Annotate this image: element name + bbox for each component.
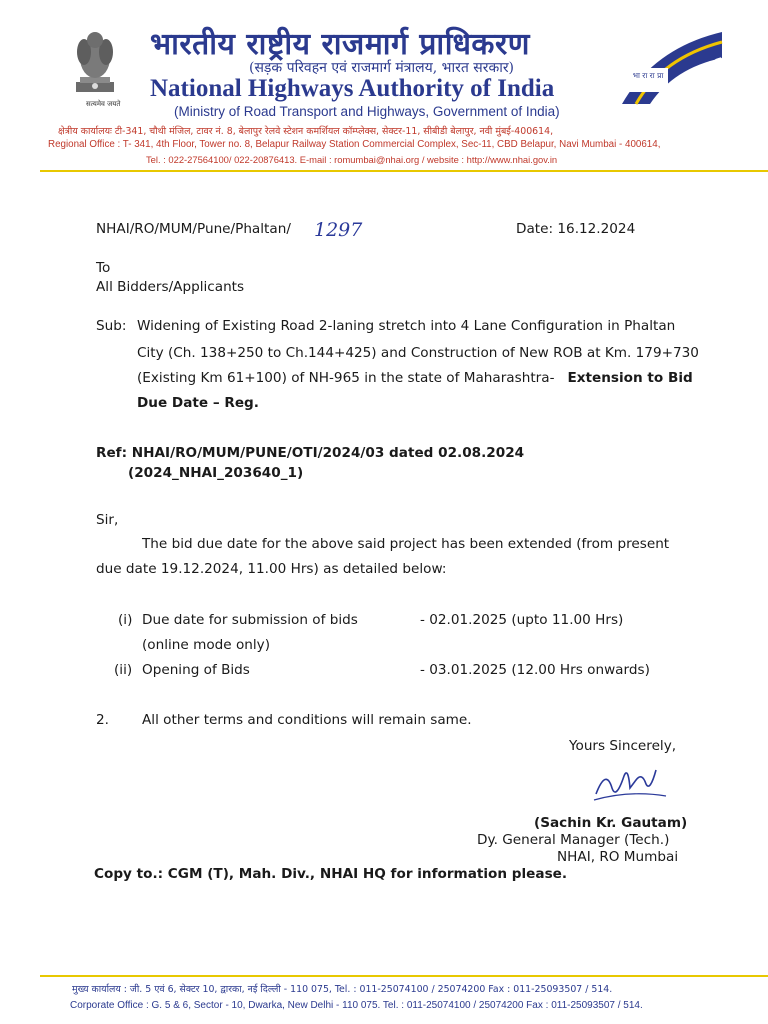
- paragraph-line-1: The bid due date for the above said project has been extended (from present: [142, 536, 670, 552]
- emblem-caption: सत्यमेव जयते: [86, 100, 121, 108]
- item-1-label: Due date for submission of bids: [142, 612, 358, 628]
- national-emblem: [70, 22, 120, 102]
- signatory-office: NHAI, RO Mumbai: [557, 849, 679, 865]
- signatory-name: (Sachin Kr. Gautam): [534, 815, 688, 831]
- subject-highlight: Extension to Bid: [567, 370, 693, 386]
- header-rule: [40, 170, 768, 172]
- paragraph-line-2: due date 19.12.2024, 11.00 Hrs) as detailed below:: [96, 561, 447, 577]
- signature: [590, 758, 670, 804]
- org-title-hindi: भारतीय राष्ट्रीय राजमार्ग प्राधिकरण: [150, 27, 530, 62]
- regional-office-english: Regional Office : T- 341, 4th Floor, Tower no. 8, Belapur Railway Station Commercial Complex, Sec-11, CBD Belapur, Navi Mumbai - 400614,: [48, 139, 661, 150]
- logo-hindi-text: भा रा रा प्रा: [632, 71, 664, 80]
- item-1-label-2: (online mode only): [142, 637, 271, 653]
- to-label: To: [96, 260, 111, 276]
- logo-text: NHAI: [662, 86, 689, 98]
- nhai-logo: [614, 28, 724, 106]
- ref-line-1: Ref: NHAI/RO/MUM/PUNE/OTI/2024/03 dated 02.08.2024: [96, 445, 525, 461]
- subject-line-3: [137, 370, 693, 386]
- point-2-number: 2.: [96, 712, 109, 728]
- item-1-number: (i): [118, 612, 133, 628]
- org-title-english: National Highways Authority of India: [150, 75, 555, 102]
- subject-label: Sub:: [96, 318, 127, 334]
- reference-number: NHAI/RO/MUM/Pune/Phaltan/: [96, 221, 291, 237]
- closing: Yours Sincerely,: [569, 738, 677, 754]
- subject-line-1: Widening of Existing Road 2-laning stretch into 4 Lane Configuration in Phaltan: [137, 318, 676, 334]
- footer-rule: [40, 975, 768, 977]
- item-1-value: - 02.01.2025 (upto 11.00 Hrs): [420, 612, 624, 628]
- footer-hindi: मुख्य कार्यालय : जी. 5 एवं 6, सेक्टर 10, द्वारका, नई दिल्ली - 110 075, Tel. : 011-25074100 / 25074200 Fax : 011-25093507 / 514.: [72, 984, 613, 995]
- salutation: Sir,: [96, 512, 119, 528]
- contact-line: Tel. : 022-27564100/ 022-20876413. E-mail : romumbai@nhai.org / website : http://www.nhai.gov.in: [146, 154, 558, 165]
- addressee: All Bidders/Applicants: [96, 279, 245, 295]
- subject-line-2: City (Ch. 138+250 to Ch.144+425) and Construction of New ROB at Km. 179+730: [137, 345, 699, 361]
- nhai-road-logo-icon: [614, 28, 724, 106]
- item-2-number: (ii): [114, 662, 133, 678]
- ministry-line: (Ministry of Road Transport and Highways, Government of India): [174, 104, 560, 119]
- point-2-text: All other terms and conditions will remain same.: [142, 712, 472, 728]
- handwritten-number: 1297: [314, 219, 363, 241]
- subject-line-3-text: (Existing Km 61+100) of NH-965 in the state of Maharashtra-: [137, 370, 555, 386]
- item-2-value: - 03.01.2025 (12.00 Hrs onwards): [420, 662, 650, 678]
- copy-to: Copy to.: CGM (T), Mah. Div., NHAI HQ for information please.: [94, 866, 568, 882]
- emblem-icon: [70, 22, 120, 102]
- footer-english: Corporate Office : G. 5 & 6, Sector - 10, Dwarka, New Delhi - 110 075. Tel. : 011-25074100 / 25074200 Fax : 011-25093507 / 514.: [70, 1000, 643, 1011]
- item-2-label: Opening of Bids: [142, 662, 250, 678]
- subject-line-4: Due Date – Reg.: [137, 395, 259, 411]
- regional-office-hindi: क्षेत्रीय कार्यालयः टी-341, चौथी मंजिल, टावर नं. 8, बेलापुर रेलवे स्टेशन कमर्शियल कॉम्प्लेक्स, सेक्टर-11, सीबीडी बेलापुर, नवी मुंबई-400614,: [58, 126, 554, 137]
- signatory-title: Dy. General Manager (Tech.): [477, 832, 670, 848]
- ref-line-2: (2024_NHAI_203640_1): [128, 465, 304, 481]
- org-subtitle-hindi: (सड़क परिवहन एवं राजमार्ग मंत्रालय, भारत सरकार): [249, 60, 515, 76]
- signature-icon: [590, 758, 670, 804]
- letter-date: Date: 16.12.2024: [516, 221, 636, 237]
